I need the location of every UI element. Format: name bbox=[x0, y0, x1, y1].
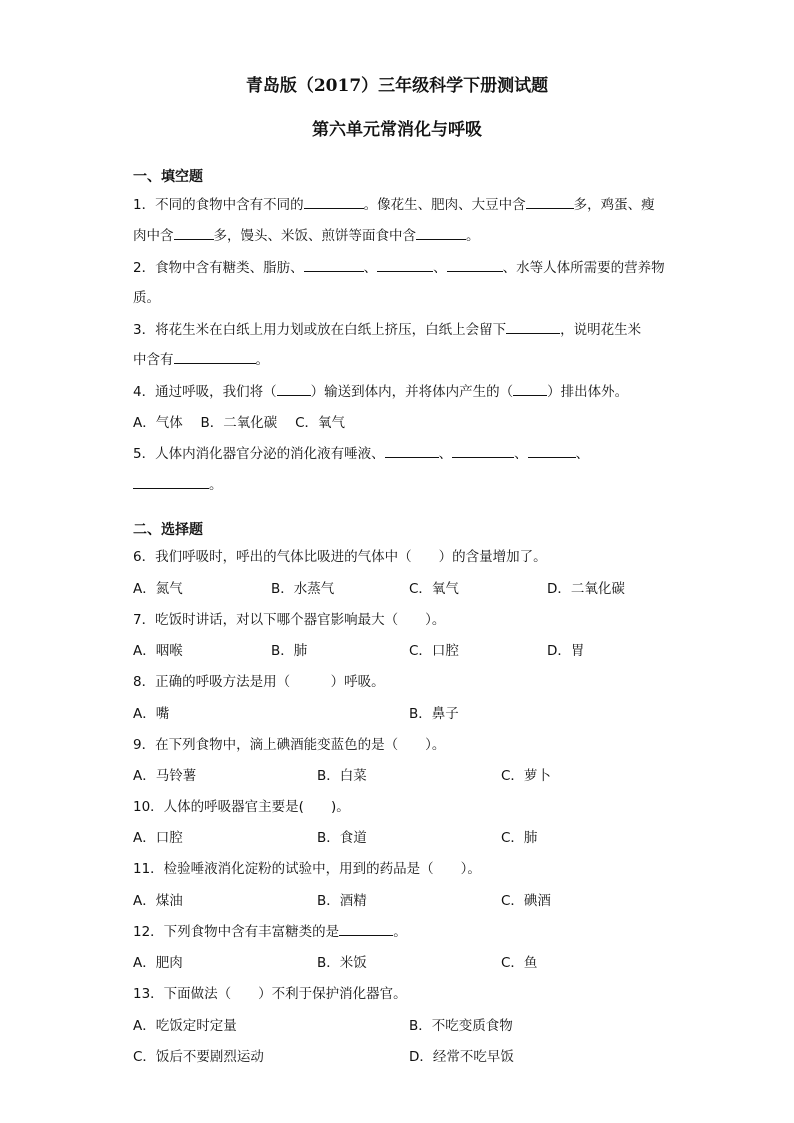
answer-blank[interactable] bbox=[506, 320, 560, 334]
answer-blank[interactable] bbox=[277, 382, 311, 396]
question-12-option-c[interactable]: C．鱼 bbox=[501, 955, 538, 971]
question-8-option-a[interactable]: A．嘴 bbox=[133, 706, 170, 722]
question-13-option-b[interactable]: B．不吃变质食物 bbox=[409, 1018, 513, 1034]
question-3-line-1: 3．将花生米在白纸上用力划或放在白纸上挤压，白纸上会留下 ，说明花生米 bbox=[133, 322, 642, 338]
question-7-option-c[interactable]: C．口腔 bbox=[409, 643, 459, 659]
question-4-options: A．气体 B．二氧化碳 C．氧气 bbox=[133, 415, 346, 431]
answer-blank[interactable] bbox=[416, 226, 466, 240]
question-9-stem: 9．在下列食物中，滴上碘酒能变蓝色的是（ ）。 bbox=[133, 737, 446, 753]
answer-blank[interactable] bbox=[133, 475, 209, 489]
answer-blank[interactable] bbox=[304, 195, 364, 209]
question-13-stem: 13．下面做法（ ）不利于保护消化器官。 bbox=[133, 986, 407, 1002]
question-2-line-2: 质。 bbox=[133, 290, 160, 306]
question-2-line-1: 2．食物中含有糖类、脂肪、 、 、 、水等人体所需要的营养物 bbox=[133, 260, 665, 276]
question-12-stem: 12．下列食物中含有丰富糖类的是 。 bbox=[133, 924, 407, 940]
answer-blank[interactable] bbox=[174, 226, 214, 240]
question-7-option-d[interactable]: D．胃 bbox=[547, 643, 585, 659]
question-9-option-a[interactable]: A．马铃薯 bbox=[133, 768, 197, 784]
answer-blank[interactable] bbox=[526, 195, 574, 209]
answer-blank[interactable] bbox=[385, 444, 439, 458]
question-6-option-d[interactable]: D．二氧化碳 bbox=[547, 581, 625, 597]
question-8-stem: 8．正确的呼吸方法是用（ ）呼吸。 bbox=[133, 674, 385, 690]
question-1-line-1: 1．不同的食物中含有不同的 。像花生、肥肉、大豆中含 多，鸡蛋、瘦 bbox=[133, 197, 655, 213]
answer-blank[interactable] bbox=[447, 258, 503, 272]
question-12-option-b[interactable]: B．米饭 bbox=[317, 955, 367, 971]
answer-blank[interactable] bbox=[174, 350, 256, 364]
question-11-option-a[interactable]: A．煤油 bbox=[133, 893, 183, 909]
question-10-option-c[interactable]: C．肺 bbox=[501, 830, 538, 846]
question-10-stem: 10．人体的呼吸器官主要是( )。 bbox=[133, 799, 350, 815]
question-3-line-2: 中含有 。 bbox=[133, 352, 269, 368]
question-13-option-c[interactable]: C．饭后不要剧烈运动 bbox=[133, 1049, 264, 1065]
question-5-line-1: 5．人体内消化器官分泌的消化液有唾液、 、 、 、 bbox=[133, 446, 590, 462]
section-choice-heading: 二、选择题 bbox=[133, 522, 203, 538]
question-6-option-a[interactable]: A．氮气 bbox=[133, 581, 183, 597]
question-11-stem: 11．检验唾液消化淀粉的试验中，用到的药品是（ ）。 bbox=[133, 861, 481, 877]
question-5-line-2: 。 bbox=[133, 473, 223, 493]
question-10-option-b[interactable]: B．食道 bbox=[317, 830, 367, 846]
question-9-option-b[interactable]: B．白菜 bbox=[317, 768, 367, 784]
question-4-line-1: 4．通过呼吸，我们将（ ）输送到体内，并将体内产生的（ ）排出体外。 bbox=[133, 384, 629, 400]
section-fill-blank-heading: 一、填空题 bbox=[133, 169, 203, 185]
question-1-line-2: 肉中含 多，馒头、米饭、煎饼等面食中含 。 bbox=[133, 228, 480, 244]
question-7-option-b[interactable]: B．肺 bbox=[271, 643, 308, 659]
question-11-option-c[interactable]: C．碘酒 bbox=[501, 893, 551, 909]
question-6-option-b[interactable]: B．水蒸气 bbox=[271, 581, 335, 597]
answer-blank[interactable] bbox=[513, 382, 547, 396]
answer-blank[interactable] bbox=[304, 258, 364, 272]
page-title: 青岛版（2017）三年级科学下册测试题 bbox=[245, 76, 549, 96]
answer-blank[interactable] bbox=[452, 444, 514, 458]
question-13-option-a[interactable]: A．吃饭定时定量 bbox=[133, 1018, 237, 1034]
question-9-option-c[interactable]: C．萝卜 bbox=[501, 768, 551, 784]
page-subtitle: 第六单元常消化与呼吸 bbox=[312, 120, 482, 140]
question-10-option-a[interactable]: A．口腔 bbox=[133, 830, 183, 846]
question-6-stem: 6．我们呼吸时，呼出的气体比吸进的气体中（ ）的含量增加了。 bbox=[133, 549, 547, 565]
question-13-option-d[interactable]: D．经常不吃早饭 bbox=[409, 1049, 514, 1065]
question-8-option-b[interactable]: B．鼻子 bbox=[409, 706, 459, 722]
question-11-option-b[interactable]: B．酒精 bbox=[317, 893, 367, 909]
question-7-option-a[interactable]: A．咽喉 bbox=[133, 643, 183, 659]
question-12-option-a[interactable]: A．肥肉 bbox=[133, 955, 183, 971]
answer-blank[interactable] bbox=[528, 444, 576, 458]
answer-blank[interactable] bbox=[377, 258, 433, 272]
question-7-stem: 7．吃饭时讲话，对以下哪个器官影响最大（ ）。 bbox=[133, 612, 446, 628]
answer-blank[interactable] bbox=[339, 922, 393, 936]
question-6-option-c[interactable]: C．氧气 bbox=[409, 581, 459, 597]
